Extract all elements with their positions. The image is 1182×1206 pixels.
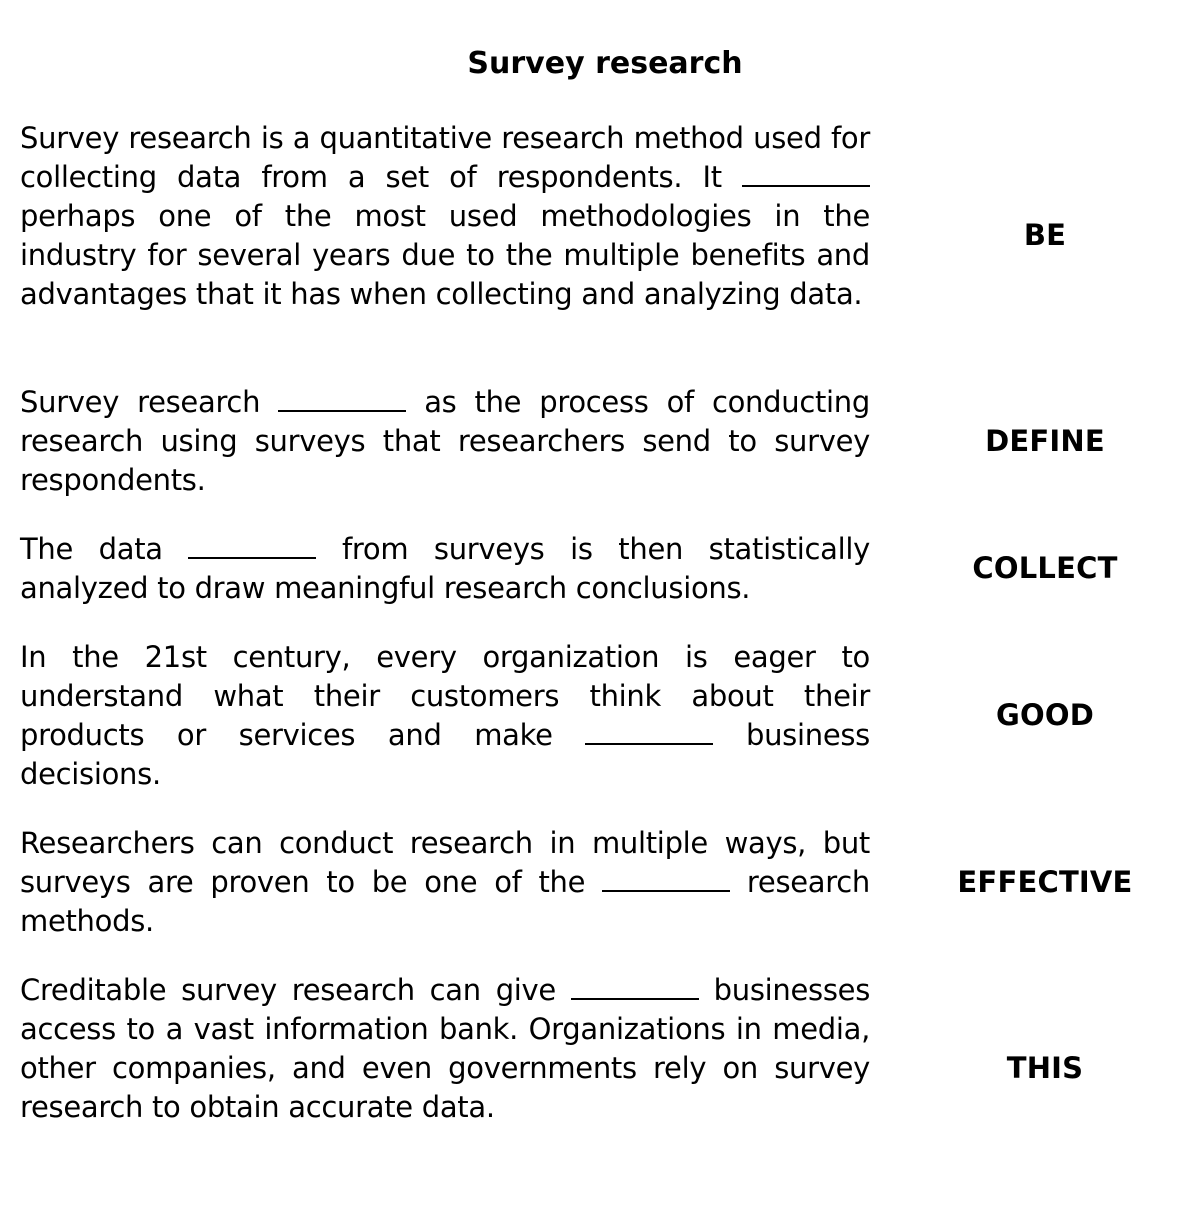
exercise-sentence — [20, 119, 870, 314]
prompt-word: DEFINE — [985, 424, 1105, 458]
answer-blank[interactable] — [742, 161, 870, 187]
prompt-word: BE — [1023, 218, 1067, 252]
sentence-text-after: from surveys is then statistically analyzed to draw meaningful research conclusions. — [20, 532, 870, 605]
sentence-text-before: The data — [20, 532, 189, 566]
worksheet-title: Survey research — [467, 46, 743, 81]
sentence-text-after: as the process of conducting research using surveys that researchers send to survey respondents. — [20, 385, 870, 497]
exercise-sentence — [20, 638, 870, 794]
sentence-text-after: research methods. — [20, 865, 870, 938]
sentence-text-before: Researchers can conduct research in multiple ways, but surveys are proven to be one of the — [20, 826, 870, 899]
exercise-sentence — [20, 383, 870, 500]
sentence-text-before: Survey research — [20, 385, 279, 419]
prompt-word: GOOD — [996, 698, 1094, 732]
sentence-text-before: Creditable survey research can give — [20, 973, 571, 1007]
exercise-sentence — [20, 971, 870, 1127]
answer-blank[interactable] — [585, 719, 713, 745]
exercise-sentence — [20, 824, 870, 941]
prompt-word: COLLECT — [972, 551, 1118, 585]
exercise-sentence — [20, 530, 870, 608]
answer-blank[interactable] — [278, 386, 406, 412]
prompt-word: THIS — [1006, 1051, 1084, 1085]
prompt-word: EFFECTIVE — [957, 865, 1133, 899]
answer-blank[interactable] — [188, 533, 316, 559]
sentence-text-after: perhaps one of the most used methodologies in the industry for several years due to the multiple benefits and advantages that it has when collecting and analyzing data. — [20, 199, 870, 311]
answer-blank[interactable] — [571, 974, 699, 1000]
sentence-text-after: business decisions. — [20, 718, 870, 791]
sentence-text-before: Survey research is a quantitative research method used for collecting data from a set of respondents. It — [20, 121, 870, 194]
sentence-text-before: In the 21st century, every organization is eager to understand what their customers think about their products or services and make — [20, 640, 870, 752]
answer-blank[interactable] — [602, 866, 730, 892]
sentence-text-after: businesses access to a vast information bank. Organizations in media, other companies, and even governments rely on survey research to obtain accurate data. — [20, 973, 870, 1124]
